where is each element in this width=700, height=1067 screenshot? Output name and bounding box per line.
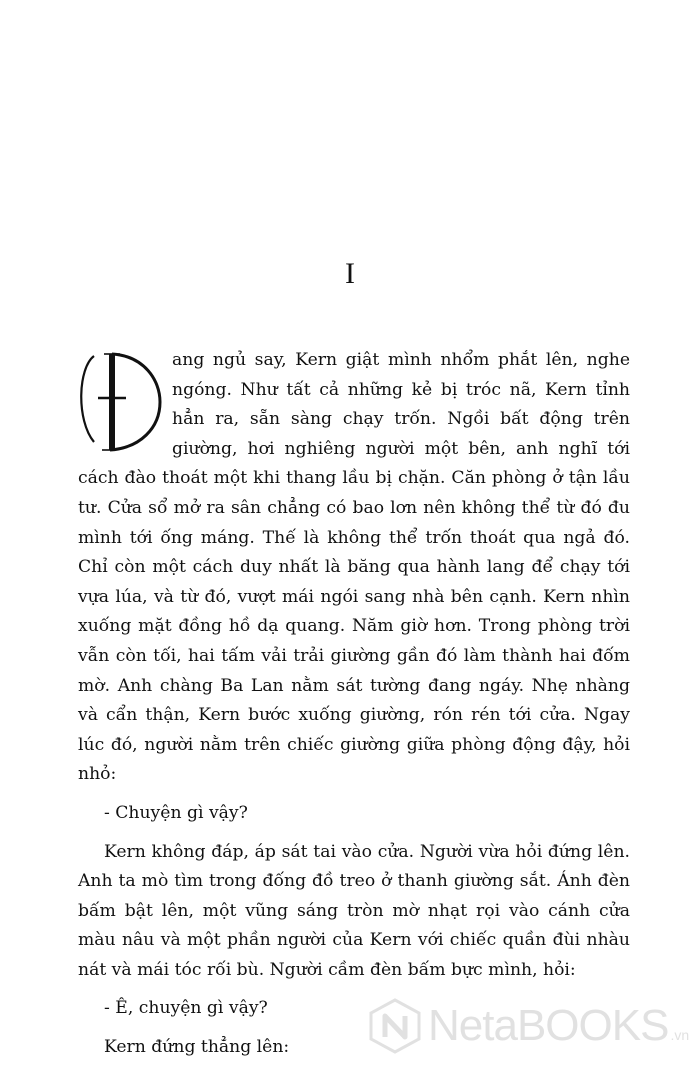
drop-cap-d (74, 346, 166, 454)
watermark-brand: NetaBOOKS (428, 1001, 669, 1050)
paragraph-1-text: ang ngủ say, Kern giật mình nhổm phắt lên, nghe ngóng. Như tất cả những kẻ bị tróc nã, Kern tỉnh hẳn ra, sẵn sàng chạy trốn. Ngồi bất động trên giường, hơi nghiêng người một bên, anh nghĩ tới cách đào thoát một khi thang lầu bị chặn. Căn phòng ở tận lầu tư. Cửa sổ mở ra sân chẳng có bao lơn nên không thể từ đó đu mình tới ống máng. Thế là không thể trốn thoát qua ngả đó. Chỉ còn một cách duy nhất là băng qua hành lang để chạy tới vựa lúa, và từ đó, vượt mái ngói sang nhà bên cạnh. Kern nhìn xuống mặt đồng hồ dạ quang. Năm giờ hơn. Trong phòng trời vẫn còn tối, hai tấm vải trải giường gần đó làm thành hai đốm mờ. Anh chàng Ba Lan nằm sát tường đang ngáy. Nhẹ nhàng và cẩn thận, Kern bước xuống giường, rón rén tới cửa. Ngay lúc đó, người nằm trên chiếc giường giữa phòng động đậy, hỏi nhỏ: (78, 350, 630, 785)
paragraph-2: Kern không đáp, áp sát tai vào cửa. Người vừa hỏi đứng lên. Anh ta mò tìm trong đống đồ treo ở thanh giường sắt. Ánh đèn bấm bật lên, một vũng sáng tròn mờ nhạt rọi vào cánh cửa màu nâu và một phần người của Kern với chiếc quần đùi nhàu nát và mái tóc rối bù. Người cầm đèn bấm bực mình, hỏi: (78, 841, 630, 980)
dialogue-line-1: - Chuyện gì vậy? (104, 802, 248, 823)
dialogue-line-2: - Ê, chuyện gì vậy? (104, 998, 268, 1019)
paragraph-3: Kern đứng thẳng lên: (104, 1037, 290, 1058)
drop-cap-glyph (74, 346, 166, 454)
watermark (366, 996, 696, 1056)
paragraph-1 (78, 346, 630, 790)
chapter-body (78, 346, 630, 1063)
watermark-suffix: .vn (670, 1027, 690, 1043)
netabooks-logo-icon (366, 997, 424, 1055)
chapter-number: I (345, 257, 355, 290)
